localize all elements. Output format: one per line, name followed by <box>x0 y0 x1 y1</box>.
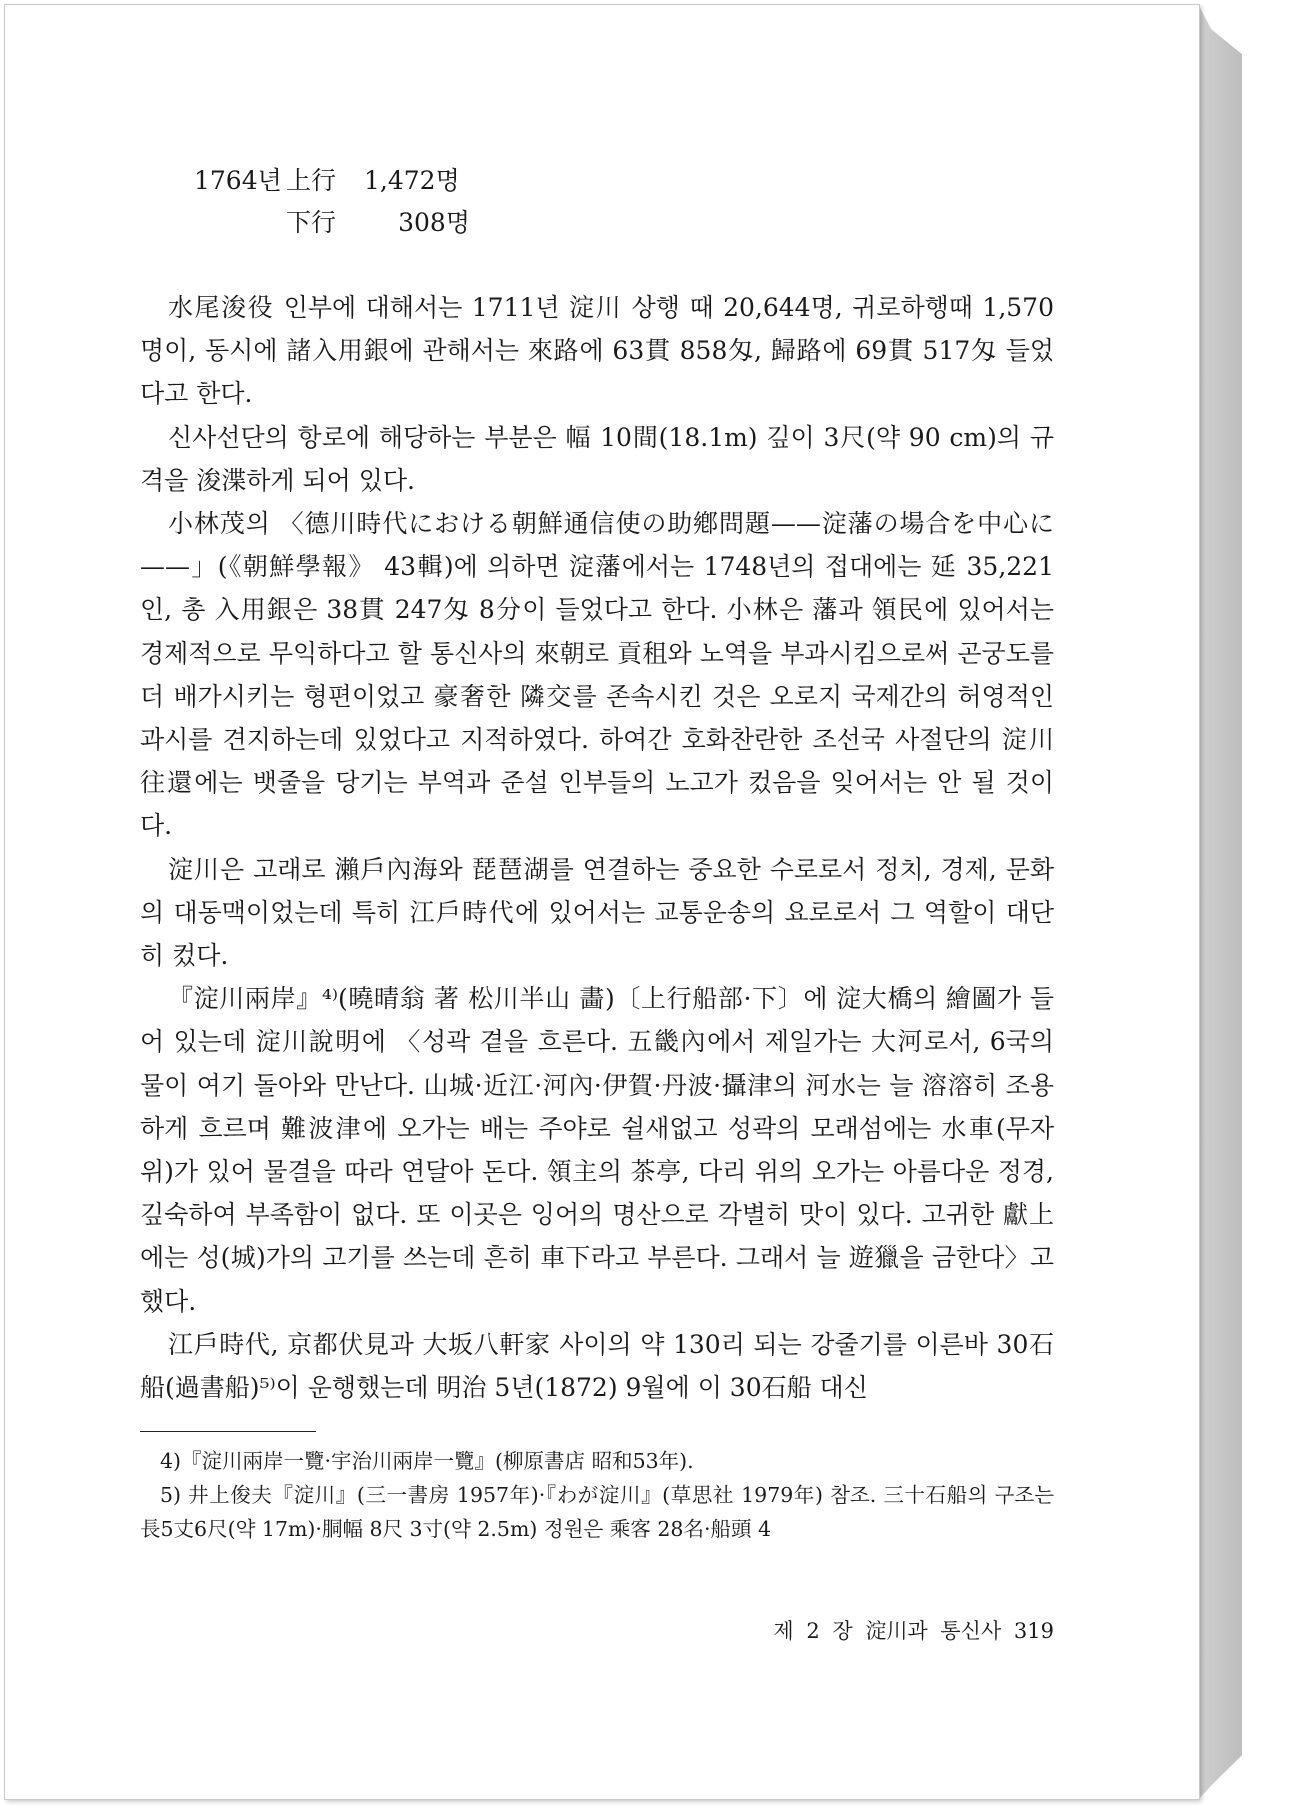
footer-title: 淀川과 통신사 <box>865 1619 1002 1643</box>
paragraph: 신사선단의 항로에 해당하는 부분은 幅 10間(18.1m) 깊이 3尺(약 90 cm)의 규격을 浚渫하게 되어 있다. <box>140 422 1054 495</box>
stat-direction: 下行 <box>286 208 337 237</box>
stat-value: 308명 <box>398 208 470 237</box>
stat-row-down <box>194 202 1054 244</box>
stat-value: 1,472명 <box>364 166 460 195</box>
stat-row-up <box>194 160 1054 202</box>
footnotes <box>140 1431 1054 1546</box>
stats-block <box>194 160 1054 244</box>
page-edge-shadow <box>1198 4 1242 1800</box>
paragraph: 水尾浚役 인부에 대해서는 1711년 淀川 상행 때 20,644명, 귀로하행때 1,570명이, 동시에 諸入用銀에 관해서는 來路에 63貫 858匁, 歸路에 69貫 517匁 들었다고 한다. <box>140 293 1054 409</box>
paragraph: 淀川은 고래로 瀨戶內海와 琵琶湖를 연결하는 중요한 수로로서 정치, 경제, 문화의 대동맥이었는데 특히 江戶時代에 있어서는 교통운송의 요로로서 그 역할이 대단히 컸다. <box>140 854 1054 971</box>
page-number: 319 <box>1013 1619 1054 1643</box>
running-footer <box>684 1615 1054 1645</box>
paragraph: 江戶時代, 京都伏見과 大坂八軒家 사이의 약 130리 되는 강줄기를 이른바 30石船(過書船)⁵⁾이 운행했는데 明治 5년(1872) 9월에 이 30石船 대신 <box>140 1329 1054 1403</box>
footnote: 5) 井上俊夫『淀川』(三一書房 1957年)·『わが淀川』(草思社 1979年) 참조. 三十石船의 구조는 長5丈6尺(약 17m)·胴幅 8尺 3寸(약 2.5m) 정원은 乘客 28名·船頭 4 <box>140 1483 1054 1542</box>
body-text <box>140 286 1054 1409</box>
footnote-divider <box>140 1431 316 1432</box>
paragraph: 『淀川兩岸』⁴⁾(曉晴翁 著 松川半山 畵)〔上行船部·下〕에 淀大橋의 繪圖가 들어 있는데 淀川說明에 〈성곽 곁을 흐른다. 五畿內에서 제일가는 大河로서, 6국의 물이 여기 돌아와 만난다. 山城·近江·河內·伊賀·丹波·攝津의 河水는 늘 溶溶히 조용하게 흐르며 難波津에 오가는 배는 주야로 쉴새없고 성곽의 모래섬에는 水車(무자위)가 있어 물결을 따라 연달아 돈다. 領主의 茶亭, 다리 위의 오가는 아름다운 정경, 깊숙하여 부족함이 없다. 또 이곳은 잉어의 명산으로 각별히 맛이 있다. 고귀한 獻上에는 성(城)가의 고기를 쓰는데 흔히 車下라고 부른다. 그래서 늘 遊獵을 금한다〉고 했다. <box>140 984 1054 1316</box>
footer-chapter: 제 2 장 <box>773 1619 853 1643</box>
paragraph: 小林茂의 〈德川時代における朝鮮通信使の助鄕問題——淀藩の場合を中心に——」(《朝鮮學報》 43輯)에 의하면 淀藩에서는 1748년의 접대에는 延 35,221인, 총 入用銀은 38貫 247匁 8分이 들었다고 한다. 小林은 藩과 領民에 있어서는 경제적으로 무익하다고 할 통신사의 來朝로 貢租와 노역을 부과시킴으로써 곤궁도를 더 배가시키는 형편이었고 豪奢한 隣交를 존속시킨 것은 오로지 국제간의 허영적인 과시를 견지하는데 있었다고 지적하였다. 하여간 호화찬란한 조선국 사절단의 淀川往還에는 뱃줄을 당기는 부역과 준설 인부들의 노고가 컸음을 잊어서는 안 될 것이다. <box>140 509 1054 841</box>
footnote: 4)『淀川兩岸一覽·宇治川兩岸一覽』(柳原書店 昭和53年). <box>160 1449 694 1474</box>
page-content <box>140 160 1054 1546</box>
stat-year: 1764년 <box>194 166 282 195</box>
stat-direction: 上行 <box>286 166 337 195</box>
